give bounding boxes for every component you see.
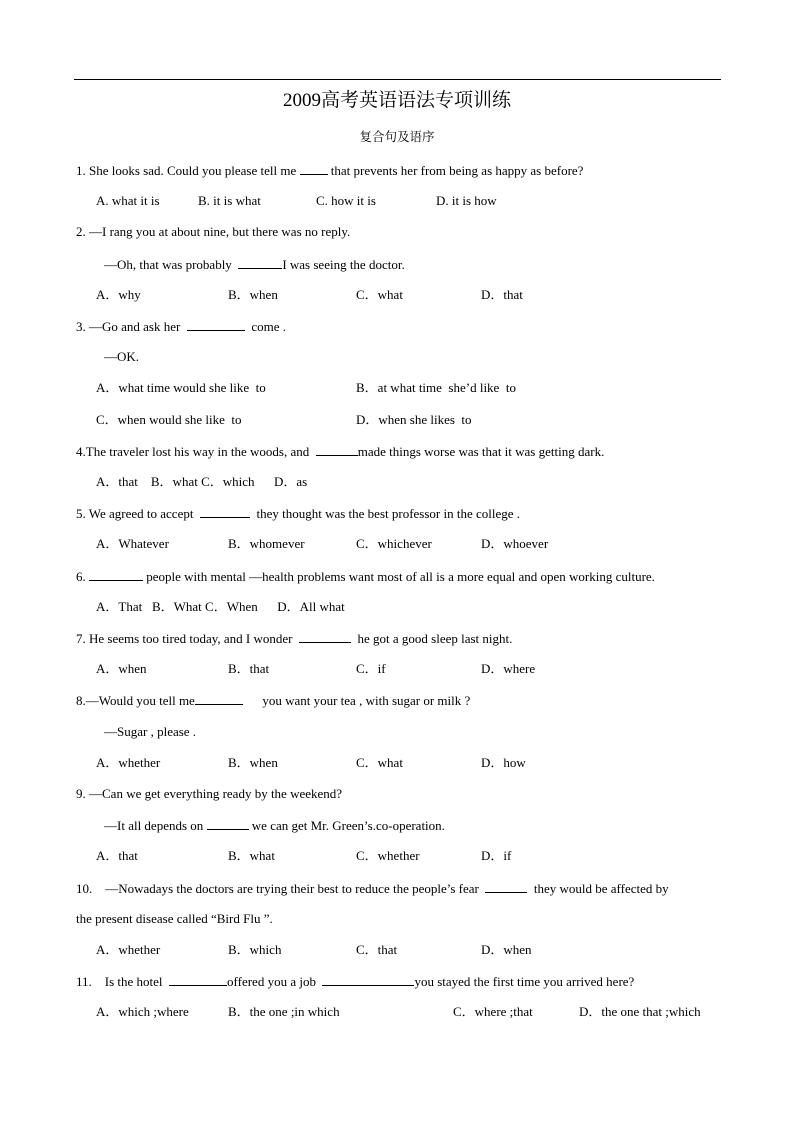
question-8: 8.—Would you tell me you want your tea , with sugar or milk ? <box>76 693 471 708</box>
q3-option-a: A．what time would she like to <box>96 380 266 395</box>
answer-blank <box>300 161 328 175</box>
q10-option-a: A．whether <box>96 942 161 957</box>
q7-option-b: B．that <box>228 661 270 676</box>
question-4: 4.The traveler lost his way in the woods, and made things worse was that it was getting dark. <box>76 444 605 459</box>
q9-option-a: A．that <box>96 848 138 863</box>
q1-option-b: B. it is what <box>198 193 261 208</box>
q4-options: A．that B．what C．which D．as <box>96 474 308 489</box>
question-7: 7. He seems too tired today, and I wonder he got a good sleep last night. <box>76 631 513 646</box>
question-1: 1. She looks sad. Could you please tell me that prevents her from being as happy as before? <box>76 163 584 178</box>
answer-blank <box>485 879 527 893</box>
question-2: 2. —I rang you at about nine, but there was no reply. <box>76 224 351 239</box>
q10-option-d: D．when <box>481 942 532 957</box>
question-11: 11. Is the hotel offered you a job you stayed the first time you arrived here? <box>76 974 635 989</box>
q5-option-c: C．whichever <box>356 536 432 551</box>
q1-option-c: C. how it is <box>316 193 376 208</box>
q11-option-a: A．which ;where <box>96 1004 189 1019</box>
answer-blank <box>207 816 249 830</box>
q5-option-a: A．Whatever <box>96 536 169 551</box>
q9-option-c: C．whether <box>356 848 420 863</box>
q10-option-b: B．which <box>228 942 282 957</box>
q2-option-c: C．what <box>356 287 403 302</box>
answer-blank <box>299 629 351 643</box>
q8-option-a: A．whether <box>96 755 161 770</box>
question-9-reply: —It all depends on we can get Mr. Green’s.co-operation. <box>104 818 445 833</box>
q3-option-b: B．at what time she’d like to <box>356 380 516 395</box>
q9-option-d: D．if <box>481 848 512 863</box>
question-3-reply: —OK. <box>104 349 140 364</box>
q8-option-b: B．when <box>228 755 278 770</box>
q1-option-a: A. what it is <box>96 193 160 208</box>
document-subtitle: 复合句及语序 <box>359 130 435 144</box>
q2-option-b: B．when <box>228 287 278 302</box>
answer-blank <box>169 972 227 986</box>
question-9: 9. —Can we get everything ready by the weekend? <box>76 786 343 801</box>
question-3: 3. —Go and ask her come . <box>76 319 286 334</box>
q5-option-d: D．whoever <box>481 536 549 551</box>
q11-option-c: C．where ;that <box>453 1004 533 1019</box>
q1-option-d: D. it is how <box>436 193 497 208</box>
header-rule <box>74 79 721 80</box>
answer-blank <box>316 442 358 456</box>
q5-option-b: B．whomever <box>228 536 305 551</box>
answer-blank <box>187 317 245 331</box>
document-title: 2009高考英语语法专项训练 <box>282 90 511 111</box>
q10-option-c: C．that <box>356 942 398 957</box>
q2-option-a: A．why <box>96 287 141 302</box>
q7-option-c: C．if <box>356 661 386 676</box>
question-5: 5. We agreed to accept they thought was the best professor in the college . <box>76 506 521 521</box>
question-2-reply: —Oh, that was probably I was seeing the doctor. <box>104 257 405 272</box>
question-10: 10. —Nowadays the doctors are trying their best to reduce the people’s fear they would be affected by <box>76 881 669 896</box>
answer-blank <box>89 567 143 581</box>
q7-option-a: A．when <box>96 661 147 676</box>
question-6: 6. people with mental —health problems want most of all is a more equal and open working culture. <box>76 569 655 584</box>
q3-option-d: D．when she likes to <box>356 412 472 427</box>
answer-blank <box>322 972 414 986</box>
q8-option-c: C．what <box>356 755 403 770</box>
q6-options: A．That B．What C．When D．All what <box>96 599 345 614</box>
answer-blank <box>195 691 243 705</box>
q8-option-d: D．how <box>481 755 526 770</box>
answer-blank <box>200 504 250 518</box>
q7-option-d: D．where <box>481 661 536 676</box>
answer-blank <box>238 255 282 269</box>
q9-option-b: B．what <box>228 848 275 863</box>
q2-option-d: D．that <box>481 287 523 302</box>
question-8-reply: —Sugar , please . <box>104 724 197 739</box>
q11-option-d: D．the one that ;which <box>579 1004 701 1019</box>
q11-option-b: B．the one ;in which <box>228 1004 340 1019</box>
question-10-continued: the present disease called “Bird Flu ”. <box>76 911 273 926</box>
q3-option-c: C．when would she like to <box>96 412 242 427</box>
